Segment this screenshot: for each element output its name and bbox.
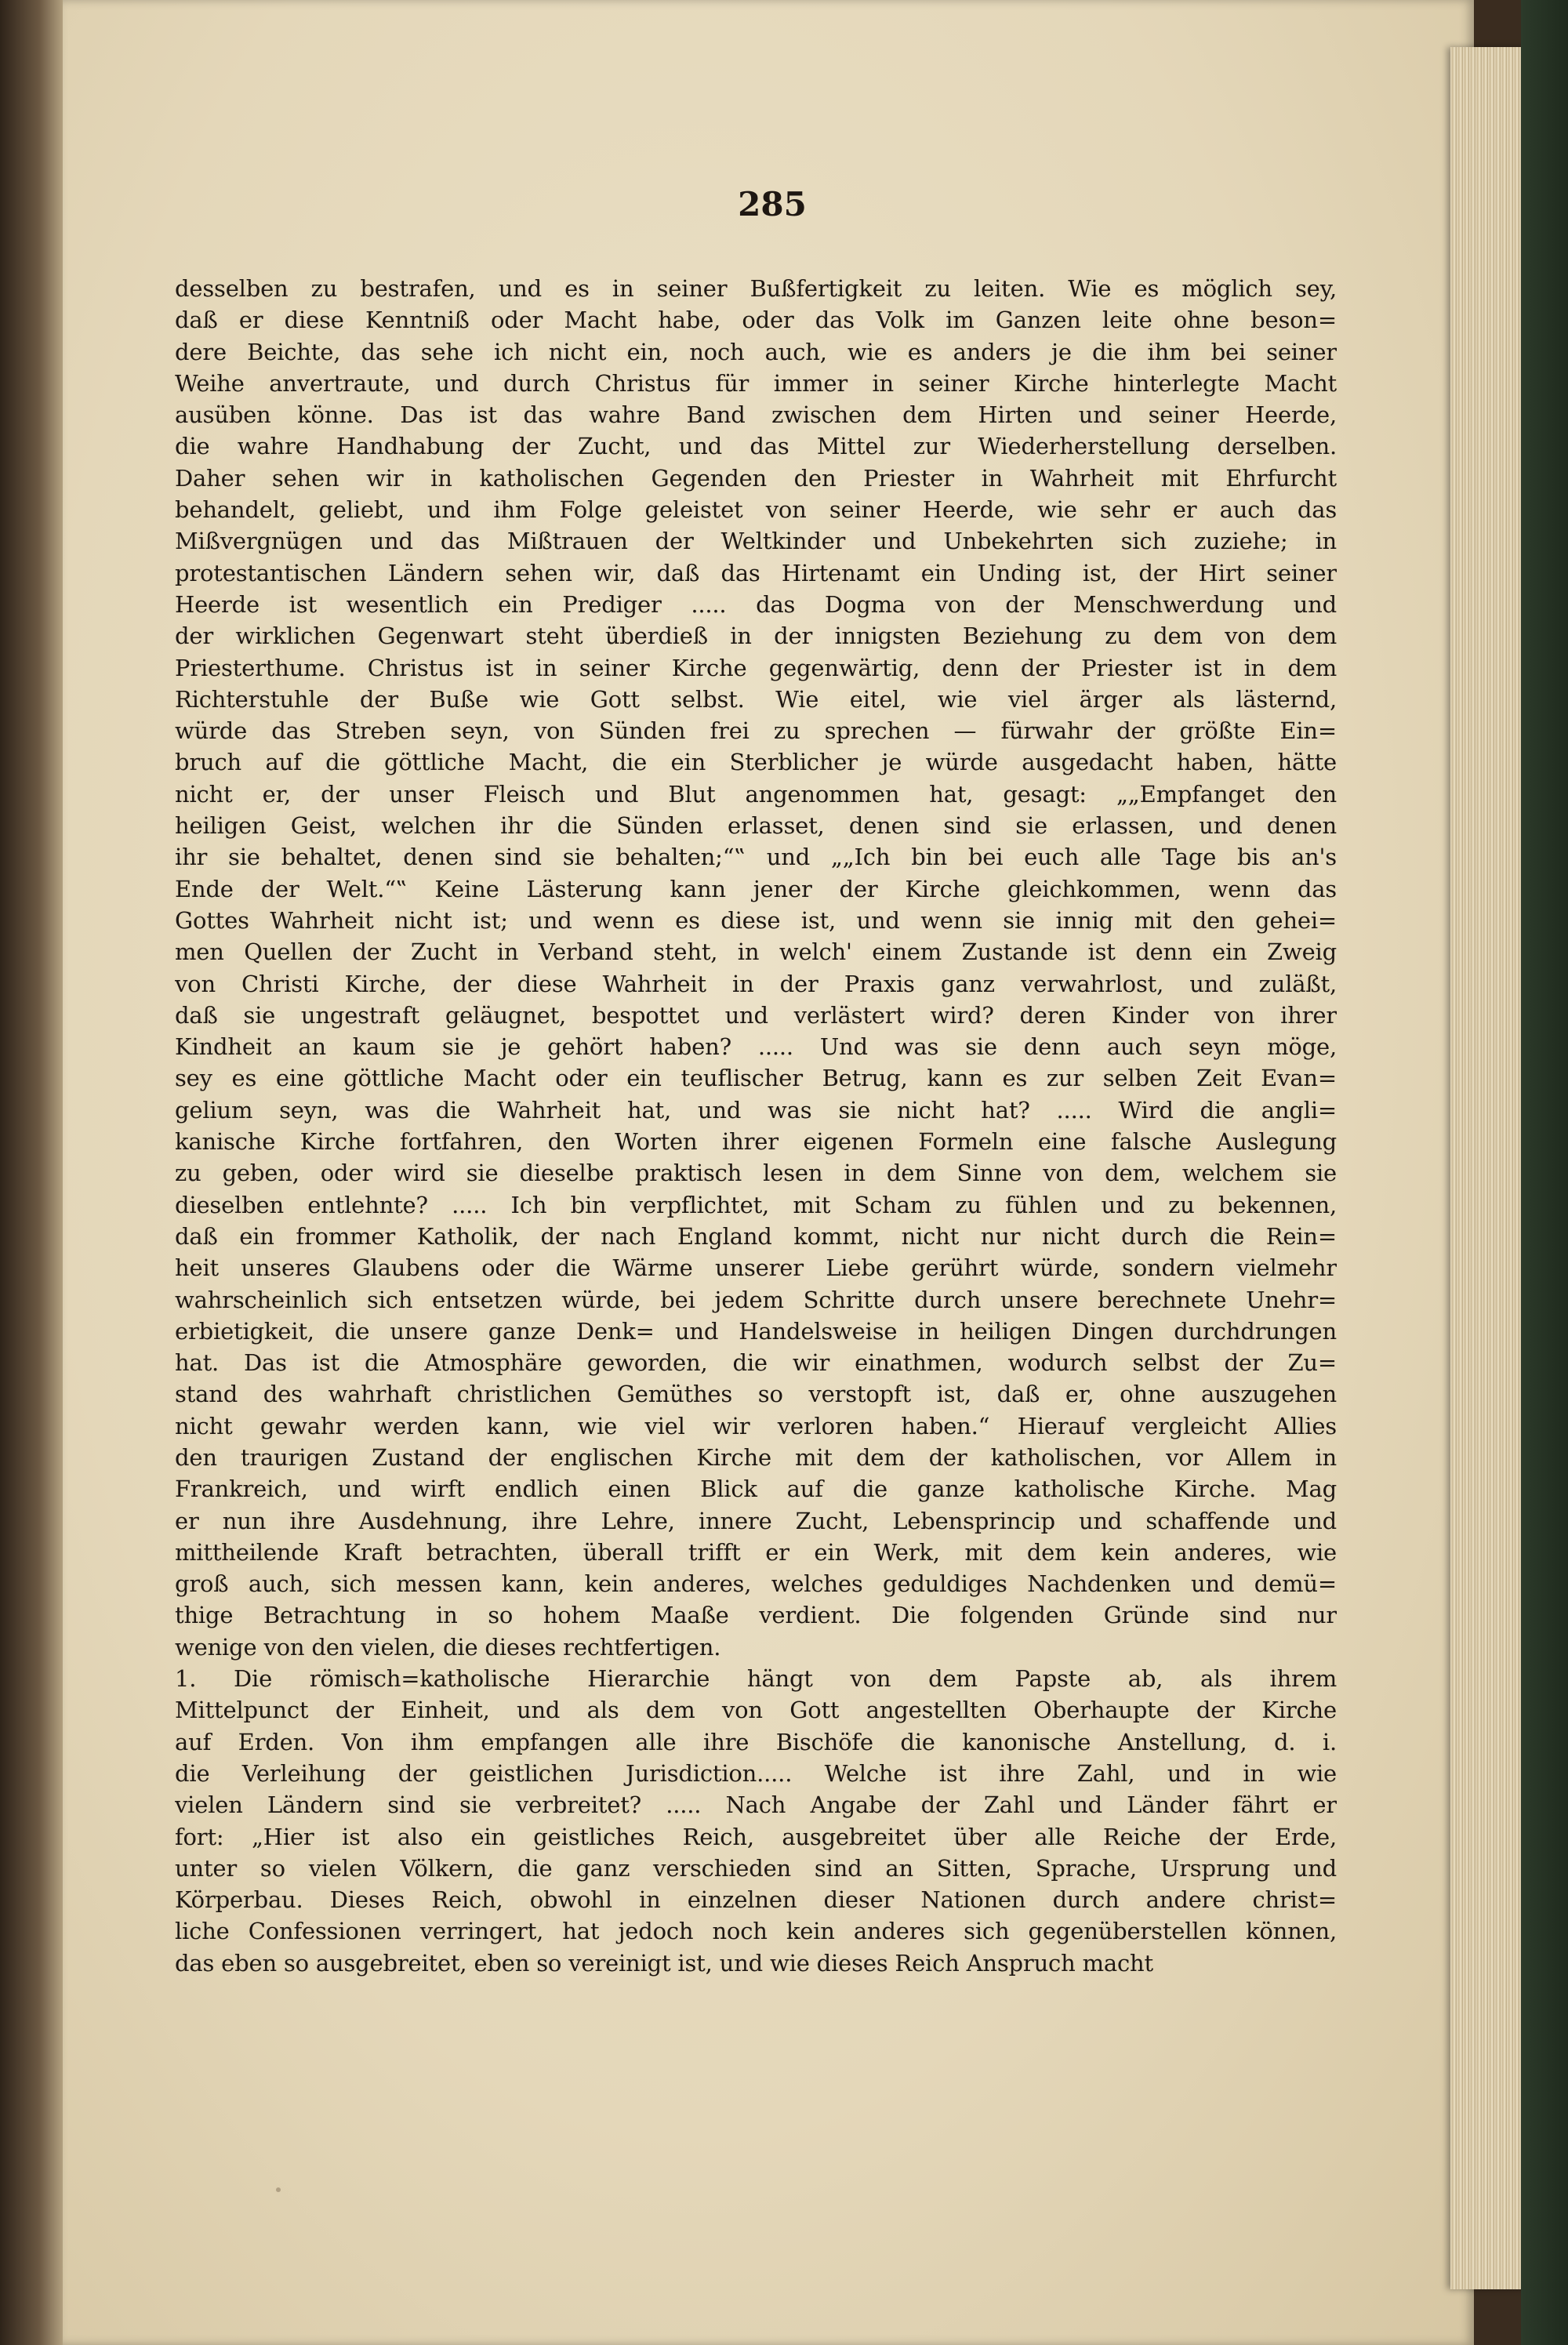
text-line: Ende der Welt.“‟ Keine Lästerung kann jener der Kirche gleichkommen, wenn das	[175, 875, 1337, 902]
text-line: Gottes Wahrheit nicht ist; und wenn es diese ist, und wenn sie innig mit den gehei=	[175, 906, 1337, 934]
text-line: Richterstuhle der Buße wie Gott selbst. Wie eitel, wie viel ärger als lästernd,	[175, 685, 1337, 713]
text-line: das eben so ausgebreitet, eben so vereinigt ist, und wie dieses Reich Anspruch macht	[175, 1949, 1153, 1977]
text-line: protestantischen Ländern sehen wir, daß das Hirtenamt ein Unding ist, der Hirt seiner	[175, 559, 1337, 586]
text-line: sey es eine göttliche Macht oder ein teuflischer Betrug, kann es zur selben Zeit Evan=	[175, 1065, 1337, 1092]
text-line: stand des wahrhaft christlichen Gemüthes so verstopft ist, daß er, ohne auszugehen	[175, 1381, 1337, 1408]
text-line: würde das Streben seyn, von Sünden frei zu sprechen — fürwahr der größte Ein=	[175, 717, 1337, 745]
text-line: von Christi Kirche, der diese Wahrheit in der Praxis ganz verwahrlost, und zuläßt,	[175, 970, 1337, 997]
text-line: liche Confessionen verringert, hat jedoch noch kein anderes sich gegenüberstellen können,	[175, 1918, 1337, 1945]
text-line: desselben zu bestrafen, und es in seiner Bußfertigkeit zu leiten. Wie es möglich sey,	[175, 275, 1337, 302]
text-line: Daher sehen wir in katholischen Gegenden den Priester in Wahrheit mit Ehrfurcht	[175, 464, 1337, 492]
text-line: Heerde ist wesentlich ein Prediger ..... das Dogma von der Menschwerdung und	[175, 590, 1337, 618]
text-line: dieselben entlehnte? ..... Ich bin verpflichtet, mit Scham zu fühlen und zu bekennen,	[175, 1191, 1337, 1218]
paper-speck	[1286, 1145, 1289, 1148]
text-line: ihr sie behaltet, denen sind sie behalten;“‟ und „„Ich bin bei euch alle Tage bis an's	[175, 844, 1337, 871]
text-line: daß ein frommer Katholik, der nach England kommt, nicht nur nicht durch die Rein=	[175, 1222, 1337, 1250]
text-line: nicht gewahr werden kann, wie viel wir verloren haben.“ Hierauf vergleicht Allies	[175, 1412, 1337, 1439]
page-stack-edge	[1450, 47, 1529, 2289]
text-line: Priesterthume. Christus ist in seiner Kirche gegenwärtig, denn der Priester ist in dem	[175, 654, 1337, 681]
text-line: Mittelpunct der Einheit, und als dem von Gott angestellten Oberhaupte der Kirche	[175, 1697, 1337, 1724]
text-line: heiligen Geist, welchen ihr die Sünden erlasset, denen sind sie erlassen, und denen	[175, 812, 1337, 840]
text-line: nicht er, der unser Fleisch und Blut angenommen hat, gesagt: „„Empfanget den	[175, 780, 1337, 808]
text-line: dere Beichte, das sehe ich nicht ein, noch auch, wie es anders je die ihm bei seiner	[175, 338, 1337, 365]
text-line: gelium seyn, was die Wahrheit hat, und was sie nicht hat? ..... Wird die angli=	[175, 1096, 1337, 1123]
text-line: Frankreich, und wirft endlich einen Blick auf die ganze katholische Kirche. Mag	[175, 1476, 1337, 1503]
text-line: vielen Ländern sind sie verbreitet? ..... Nach Angabe der Zahl und Länder fährt er	[175, 1791, 1337, 1819]
text-line: auf Erden. Von ihm empfangen alle ihre Bischöfe die kanonische Anstellung, d. i.	[175, 1728, 1337, 1755]
text-line: Weihe anvertraute, und durch Christus für immer in seiner Kirche hinterlegte Macht	[175, 369, 1337, 397]
book-cover-edge	[1521, 0, 1568, 2345]
text-line: erbietigkeit, die unsere ganze Denk= und Handelsweise in heiligen Dingen durchdrungen	[175, 1317, 1337, 1345]
text-line: hat. Das ist die Atmosphäre geworden, die wir einathmen, wodurch selbst der Zu=	[175, 1349, 1337, 1377]
text-line: wahrscheinlich sich entsetzen würde, bei jedem Schritte durch unsere berechnete Unehr=	[175, 1286, 1337, 1313]
paper-speck	[276, 2187, 281, 2192]
text-lines	[175, 273, 1337, 1979]
text-line: behandelt, geliebt, und ihm Folge geleistet von seiner Heerde, wie sehr er auch das	[175, 496, 1337, 524]
text-line: Mißvergnügen und das Mißtrauen der Weltkinder und Unbekehrten sich zuziehe; in	[175, 528, 1337, 555]
text-line: men Quellen der Zucht in Verband steht, in welch' einem Zustande ist denn ein Zweig	[175, 938, 1337, 966]
text-line: daß er diese Kenntniß oder Macht habe, oder das Volk im Ganzen leite ohne beson=	[175, 307, 1337, 334]
text-line: Körperbau. Dieses Reich, obwohl in einzelnen dieser Nationen durch andere christ=	[175, 1886, 1337, 1914]
text-line: der wirklichen Gegenwart steht überdieß in der innigsten Beziehung zu dem von dem	[175, 623, 1337, 650]
text-line: den traurigen Zustand der englischen Kirche mit dem der katholischen, vor Allem in	[175, 1443, 1337, 1471]
text-line: groß auch, sich messen kann, kein anderes, welches geduldiges Nachdenken und demü=	[175, 1570, 1337, 1598]
page-number: 285	[738, 185, 807, 223]
text-line: kanische Kirche fortfahren, den Worten ihrer eigenen Formeln eine falsche Auslegung	[175, 1128, 1337, 1156]
text-line: 1. Die römisch=katholische Hierarchie hängt von dem Papste ab, als ihrem	[175, 1665, 1337, 1693]
text-line: daß sie ungestraft geläugnet, bespottet und verlästert wird? deren Kinder von ihrer	[175, 1001, 1337, 1029]
text-line: die wahre Handhabung der Zucht, und das Mittel zur Wiederherstellung derselben.	[175, 433, 1337, 460]
text-line: Kindheit an kaum sie je gehört haben? ..... Und was sie denn auch seyn möge,	[175, 1033, 1337, 1061]
text-line: thige Betrachtung in so hohem Maaße verdient. Die folgenden Gründe sind nur	[175, 1602, 1337, 1629]
text-line: er nun ihre Ausdehnung, ihre Lehre, innere Zucht, Lebensprincip und schaffende und	[175, 1507, 1337, 1534]
text-line: fort: „Hier ist also ein geistliches Reich, ausgebreitet über alle Reiche der Erde,	[175, 1823, 1337, 1850]
text-line: heit unseres Glaubens oder die Wärme unserer Liebe gerührt würde, sondern vielmehr	[175, 1254, 1337, 1282]
text-line: wenige von den vielen, die dieses rechtfertigen.	[175, 1633, 721, 1661]
text-line: mittheilende Kraft betrachten, überall trifft er ein Werk, mit dem kein anderes, wie	[175, 1538, 1337, 1566]
text-line: zu geben, oder wird sie dieselbe praktisch lesen in dem Sinne von dem, welchem sie	[175, 1160, 1337, 1187]
text-line: ausüben könne. Das ist das wahre Band zwischen dem Hirten und seiner Heerde,	[175, 401, 1337, 429]
text-line: unter so vielen Völkern, die ganz verschieden sind an Sitten, Sprache, Ursprung und	[175, 1854, 1337, 1882]
text-line: die Verleihung der geistlichen Jurisdiction..... Welche ist ihre Zahl, und in wie	[175, 1759, 1337, 1787]
text-line: bruch auf die göttliche Macht, die ein Sterblicher je würde ausgedacht haben, hätte	[175, 749, 1337, 776]
